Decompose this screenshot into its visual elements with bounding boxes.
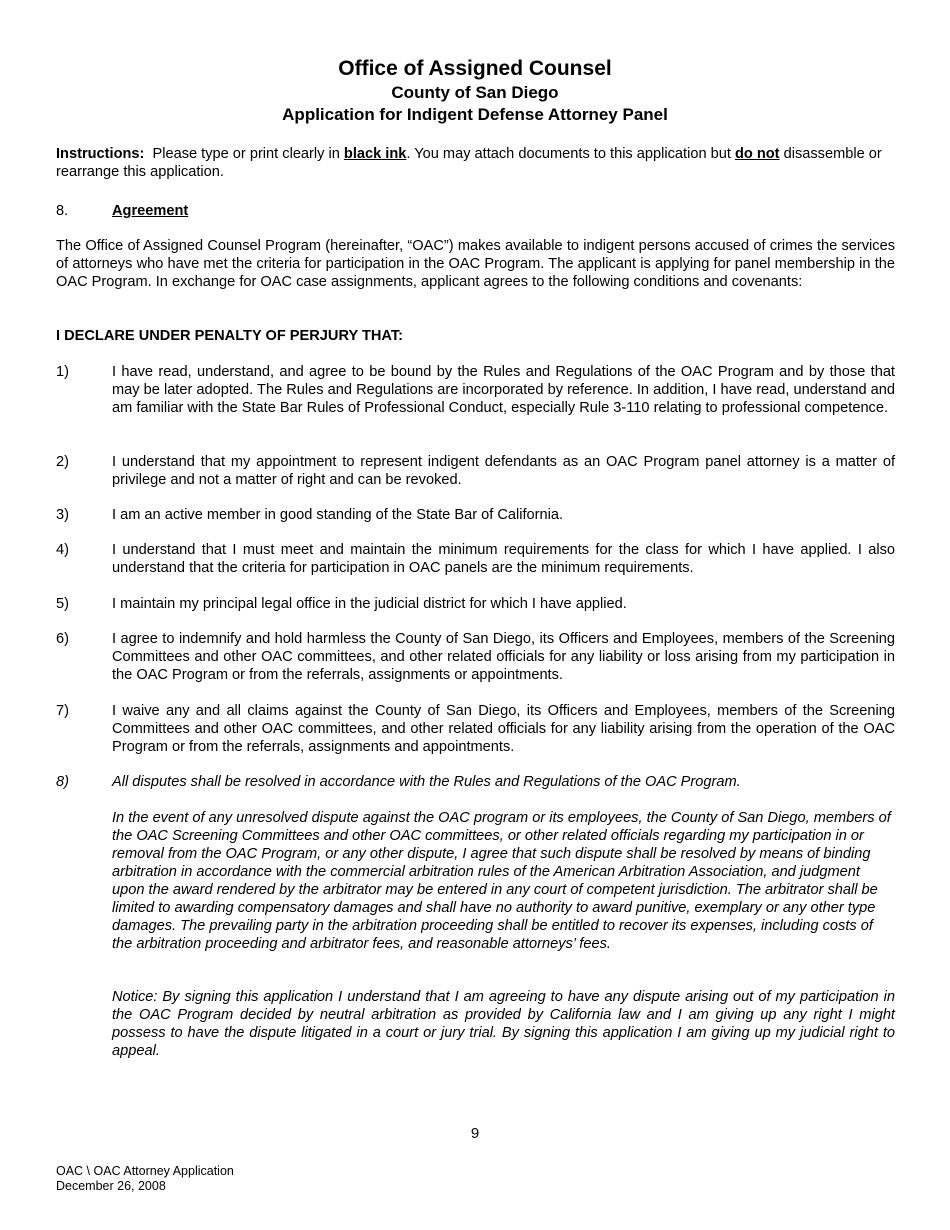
list-item-number: 6) [56, 631, 69, 647]
footer-line-1: OAC \ OAC Attorney Application [56, 1164, 234, 1178]
instructions-text-c: disassemble or rearrange this application. [56, 146, 882, 180]
section-heading [56, 202, 895, 220]
list-item [56, 630, 895, 684]
list-item [56, 773, 895, 791]
list-item [56, 506, 895, 524]
list-item [56, 595, 895, 613]
list-item-number: 4) [56, 542, 69, 558]
intro-paragraph: The Office of Assigned Counsel Program (hereinafter, “OAC”) makes available to indigent persons accused of crimes the services of attorneys who have met the criteria for participation in the OAC Program. The applicant is applying for panel membership in the OAC Program. In exchange for OAC case assignments, applicant agrees to the following conditions and covenants: [56, 238, 895, 290]
county-title: County of San Diego [391, 83, 559, 102]
instructions [56, 145, 895, 181]
notice-text: Notice: By signing this application I understand that I am agreeing to have any dispute arising out of my participation in the OAC Program decided by neutral arbitration as provided by California law and I am giving up any right I might possess to have the dispute litigated in a court or jury trial. By signing this application I am giving up my judicial right to appeal. [112, 989, 895, 1059]
list-item-text: I have read, understand, and agree to be bound by the Rules and Regulations of the OAC Program and by those that may be later adopted. The Rules and Regulations are incorporated by reference. In addition, I have read, understand and am familiar with the State Bar Rules of Professional Conduct, especially Rule 3-110 relating to professional competence. [112, 364, 895, 416]
instructions-text-b: . You may attach documents to this application but [406, 146, 731, 162]
section-title: Agreement [112, 203, 189, 219]
list-item [56, 702, 895, 756]
instructions-label: Instructions: [56, 146, 145, 162]
list-item-number: 3) [56, 507, 69, 523]
instructions-black-ink: black ink [343, 146, 407, 162]
list-item-number: 5) [56, 596, 69, 612]
list-item-text: I understand that my appointment to represent indigent defendants as an OAC Program panel attorney is a matter of privilege and not a matter of right and can be revoked. [112, 454, 895, 488]
arbitration-text: In the event of any unresolved dispute against the OAC program or its employees, the County of San Diego, members of the OAC Screening Committees and other OAC committees, or other related officials regarding my participation in or removal from the OAC Program, or any other dispute, I agree that such dispute shall be resolved by means of binding arbitration in accordance with the commercial arbitration rules of the American Arbitration Association, and judgment upon the award rendered by the arbitrator may be entered in any court of competent jurisdiction. The arbitrator shall be limited to awarding compensatory damages and shall have no authority to award punitive, exemplary or any other type damages. The prevailing party in the arbitration proceeding shall be entitled to recover its expenses, including costs of the arbitration proceeding and arbitrator fees, and reasonable attorneys’ fees. [112, 810, 891, 952]
arbitration-paragraph [56, 809, 895, 953]
list-item-text: I waive any and all claims against the County of San Diego, its Officers and Employees, members of the Screening Committees and other OAC committees, and other related officials for any liability arising from the operation of the OAC Program or from the referrals, assignments and appointments. [112, 703, 895, 755]
instructions-text-a: Please type or print clearly in [152, 146, 340, 162]
list-item-text: I am an active member in good standing of the State Bar of California. [112, 507, 564, 523]
list-item [56, 453, 895, 489]
notice-paragraph [56, 988, 895, 1060]
application-title: Application for Indigent Defense Attorney Panel [282, 105, 668, 124]
page-number: 9 [470, 1125, 480, 1142]
instructions-do-not: do not [734, 146, 780, 162]
declaration-heading: I DECLARE UNDER PENALTY OF PERJURY THAT: [56, 328, 404, 344]
list-item-number: 8) [56, 774, 69, 790]
list-item-number: 7) [56, 703, 69, 719]
list-item [56, 541, 895, 577]
list-item-text: I understand that I must meet and maintain the minimum requirements for the class for which I have applied. I also understand that the criteria for participation in OAC panels are the minimum requirements. [112, 542, 895, 576]
list-item-text: All disputes shall be resolved in accordance with the Rules and Regulations of the OAC Program. [112, 774, 741, 790]
footer-date: December 26, 2008 [56, 1179, 166, 1193]
list-item-number: 2) [56, 454, 69, 470]
document-footer [56, 1164, 234, 1194]
section-number: 8. [56, 203, 69, 219]
list-item-text: I maintain my principal legal office in the judicial district for which I have applied. [112, 596, 627, 612]
list-item-number: 1) [56, 364, 69, 380]
list-item [56, 363, 895, 417]
list-item-text: I agree to indemnify and hold harmless the County of San Diego, its Officers and Employees, members of the Screening Committees and other OAC committees, and other related officials for any liability or loss arising from my participation in the OAC Program or from the referrals, assignments or appointments. [112, 631, 895, 683]
office-title: Office of Assigned Counsel [338, 57, 612, 80]
document-header [0, 55, 950, 126]
